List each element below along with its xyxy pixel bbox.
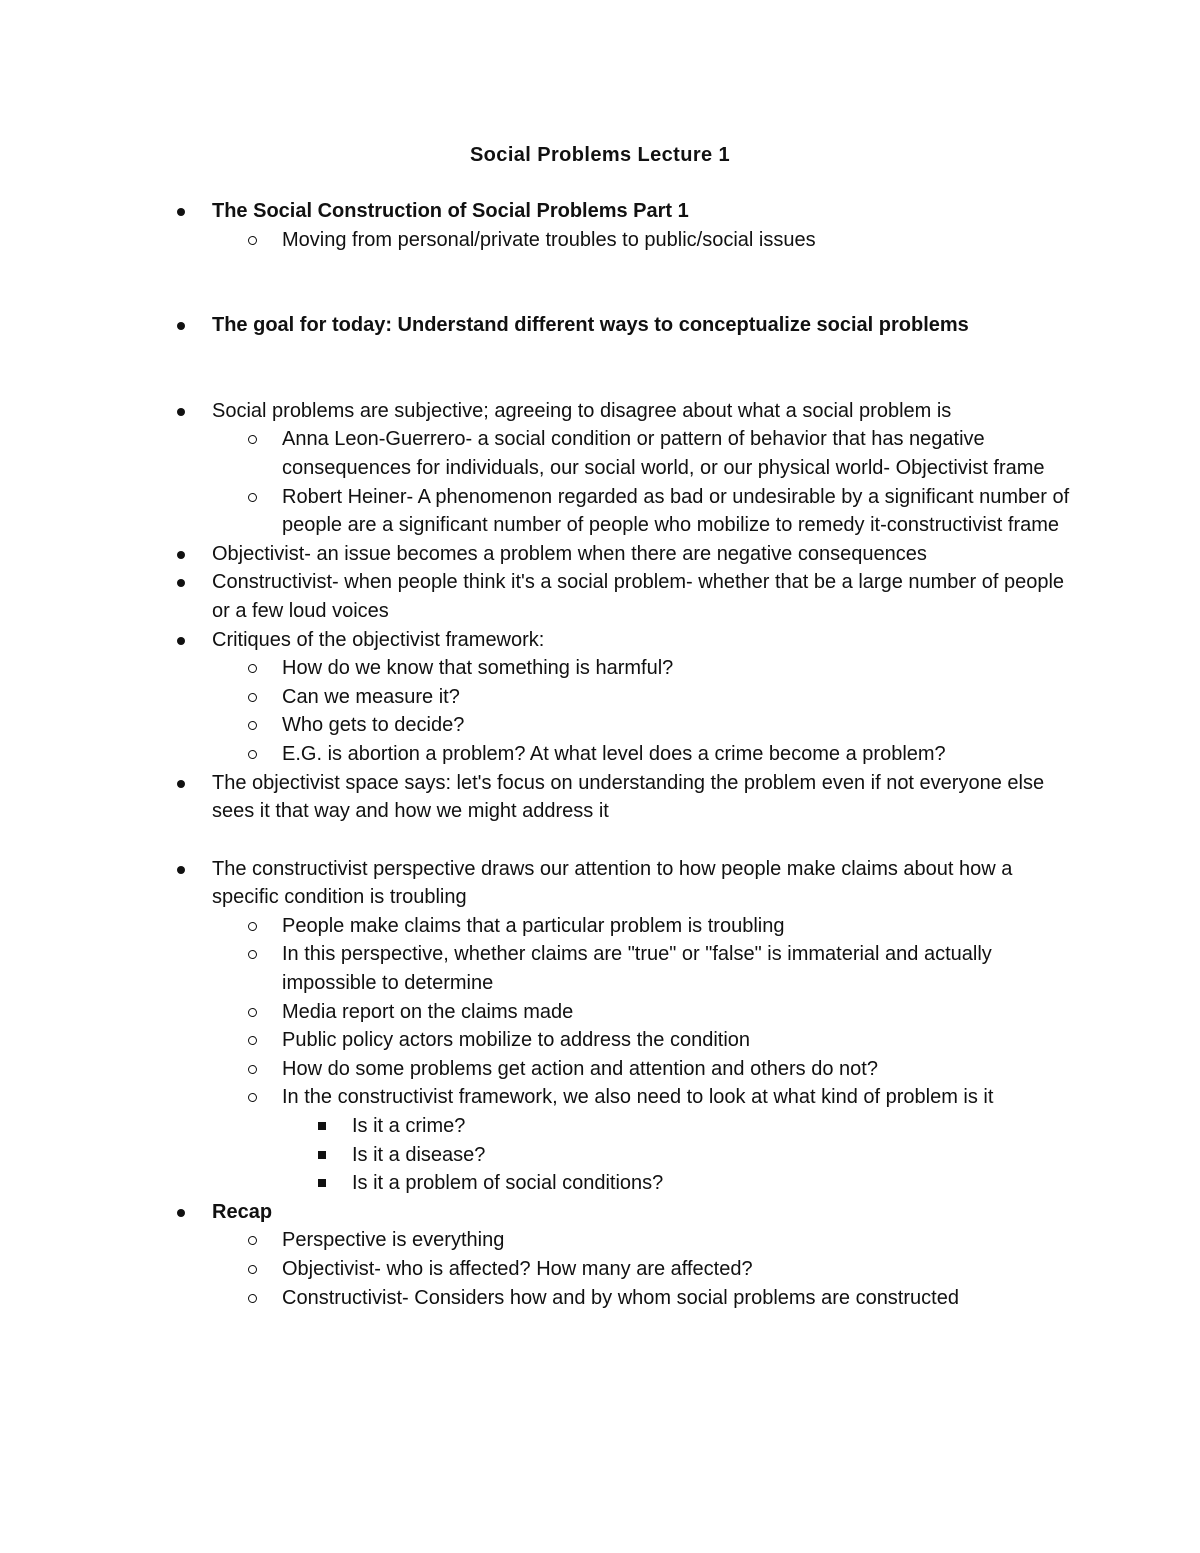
lecture-outline (0, 197, 1200, 1312)
list-item-text: People make claims that a particular problem is troubling (282, 914, 785, 937)
list-item-text: The goal for today: Understand different ways to conceptualize social problems (212, 314, 969, 337)
bullet-circle-icon (248, 1083, 260, 1112)
list-item-text: Is it a crime? (352, 1115, 466, 1138)
bullet-dot-icon (177, 311, 187, 340)
list-item (0, 397, 1200, 426)
list-item-text: Anna Leon-Guerrero- a social condition or pattern of behavior that has negative consequences for individuals, our social world, or our physical world- Objectivist frame (282, 428, 1045, 479)
list-item (0, 626, 1200, 655)
list-item (0, 226, 1200, 255)
list-item (0, 311, 1200, 340)
list-item (0, 1055, 1200, 1084)
list-item-text: How do some problems get action and attention and others do not? (282, 1057, 878, 1080)
bullet-square-icon (318, 1169, 330, 1198)
list-item (0, 1112, 1200, 1141)
list-item-text: Social problems are subjective; agreeing to disagree about what a social problem is (212, 399, 952, 422)
bullet-circle-icon (248, 912, 260, 941)
list-item-text: How do we know that something is harmful? (282, 657, 674, 680)
bullet-circle-icon (248, 483, 260, 512)
list-item-text: Constructivist- Considers how and by whom social problems are constructed (282, 1286, 959, 1309)
list-item-text: Critiques of the objectivist framework: (212, 628, 545, 651)
document-title: Social Problems Lecture 1 (469, 144, 731, 166)
bullet-circle-icon (248, 1284, 260, 1313)
bullet-dot-icon (177, 769, 187, 798)
bullet-circle-icon (248, 1026, 260, 1055)
list-item (0, 711, 1200, 740)
list-item (0, 568, 1200, 625)
list-item (0, 540, 1200, 569)
list-item (0, 940, 1200, 997)
list-item-text: Perspective is everything (282, 1229, 505, 1252)
bullet-circle-icon (248, 683, 260, 712)
list-item (0, 483, 1200, 540)
list-item-text: Constructivist- when people think it's a social problem- whether that be a large number of people or a few loud voices (212, 571, 1065, 622)
bullet-dot-icon (177, 568, 187, 597)
list-item-text: Public policy actors mobilize to address the condition (282, 1029, 751, 1052)
list-item-text: Objectivist- an issue becomes a problem when there are negative consequences (212, 542, 927, 565)
list-item-text: Who gets to decide? (282, 714, 465, 737)
bullet-circle-icon (248, 1226, 260, 1255)
list-item (0, 1255, 1200, 1284)
bullet-circle-icon (248, 654, 260, 683)
list-item-text: Is it a problem of social conditions? (352, 1172, 664, 1195)
list-item-text: Robert Heiner- A phenomenon regarded as bad or undesirable by a significant number of people are a significant number of people who mobilize to remedy it-constructivist frame (282, 485, 1070, 537)
bullet-square-icon (318, 1141, 330, 1170)
bullet-circle-icon (248, 740, 260, 769)
bullet-circle-icon (248, 998, 260, 1027)
list-item (0, 998, 1200, 1027)
list-item (0, 769, 1200, 826)
bullet-dot-icon (177, 197, 187, 226)
list-item (0, 1083, 1200, 1112)
list-item-text: Can we measure it? (282, 685, 460, 708)
bullet-dot-icon (177, 1198, 187, 1227)
list-item-text: In the constructivist framework, we also need to look at what kind of problem is it (282, 1086, 994, 1109)
list-item-text: Recap (212, 1200, 273, 1223)
bullet-circle-icon (248, 226, 260, 255)
list-item-text: E.G. is abortion a problem? At what level does a crime become a problem? (282, 742, 946, 765)
list-item (0, 1198, 1200, 1227)
list-item (0, 912, 1200, 941)
bullet-circle-icon (248, 940, 260, 969)
list-item (0, 740, 1200, 769)
bullet-dot-icon (177, 540, 187, 569)
list-item (0, 1284, 1200, 1313)
bullet-dot-icon (177, 397, 187, 426)
list-item (0, 1226, 1200, 1255)
list-item-text: In this perspective, whether claims are "true" or "false" is immaterial and actually impossible to determine (282, 943, 992, 995)
list-item (0, 1169, 1200, 1198)
list-item (0, 1026, 1200, 1055)
list-item (0, 197, 1200, 226)
list-item-text: Media report on the claims made (282, 1000, 574, 1023)
bullet-square-icon (318, 1112, 330, 1141)
list-item (0, 855, 1200, 912)
list-item (0, 683, 1200, 712)
bullet-circle-icon (248, 425, 260, 454)
list-item (0, 1141, 1200, 1170)
list-item-text: The constructivist perspective draws our attention to how people make claims about how a specific condition is troubling (212, 857, 1013, 909)
list-item-text: Objectivist- who is affected? How many are affected? (282, 1258, 753, 1280)
list-item (0, 425, 1200, 482)
list-item-text: Is it a disease? (352, 1143, 486, 1166)
list-item-text: The Social Construction of Social Problems Part 1 (212, 200, 689, 222)
bullet-circle-icon (248, 1055, 260, 1084)
list-item-text: The objectivist space says: let's focus on understanding the problem even if not everyone else sees it that way and how we might address it (212, 771, 1045, 823)
bullet-circle-icon (248, 1255, 260, 1284)
bullet-circle-icon (248, 711, 260, 740)
list-item-text: Moving from personal/private troubles to public/social issues (282, 228, 816, 251)
bullet-dot-icon (177, 855, 187, 884)
bullet-dot-icon (177, 626, 187, 655)
list-item (0, 654, 1200, 683)
